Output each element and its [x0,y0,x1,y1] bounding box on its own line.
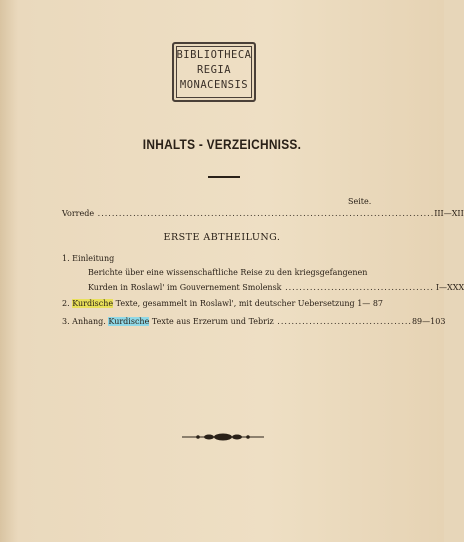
page-title: INHALTS - VERZEICHNISS. [142,136,302,152]
vorrede-label: Vorrede [62,209,95,218]
leader-dots: ...................................... [273,317,412,326]
entry-2-pages: 1— 87 [357,299,384,308]
leader-dots: .......................................... [281,283,434,292]
ornament-divider [182,430,264,444]
entry-1-pages: I—XXX [435,283,464,292]
toc-entry-1-line-2 [88,283,464,292]
entry-2-highlight: Kurdische [72,299,114,308]
toc-entry-2 [62,299,383,308]
toc-entry-1-title: 1. Einleitung [62,254,115,263]
entry-3-pages: 89—103 [411,317,446,326]
title-rule [208,176,240,178]
seite-label: Seite. [348,197,372,206]
library-stamp [172,42,256,102]
stamp-line-2: REGIA [196,64,232,76]
leader-dots: ............................................................................................... [94,209,435,218]
entry-1-text: Kurden in Roslawl' im Gouvernement Smolensk [88,283,282,292]
stamp-line-1: BIBLIOTHECA [176,49,252,61]
entry-3-text: Texte aus Erzerum und Tebriz [151,317,274,326]
toc-entry-3 [62,317,446,326]
entry-2-number: 2. [62,299,70,308]
stamp-line-3: MONACENSIS [179,79,249,91]
toc-row-vorrede [62,209,464,218]
vorrede-pages: III—XII [434,209,464,218]
entry-2-text: Texte, gesammelt in Roslawl', mit deutscher Uebersetzung [115,299,355,308]
section-heading: ERSTE ABTHEILUNG. [163,232,281,243]
entry-3-prefix: 3. Anhang. [62,317,106,326]
entry-3-highlight: Kurdische [108,317,150,326]
toc-entry-1-line-1: Berichte über eine wissenschaftliche Reise zu den kriegsgefangenen [88,268,368,277]
